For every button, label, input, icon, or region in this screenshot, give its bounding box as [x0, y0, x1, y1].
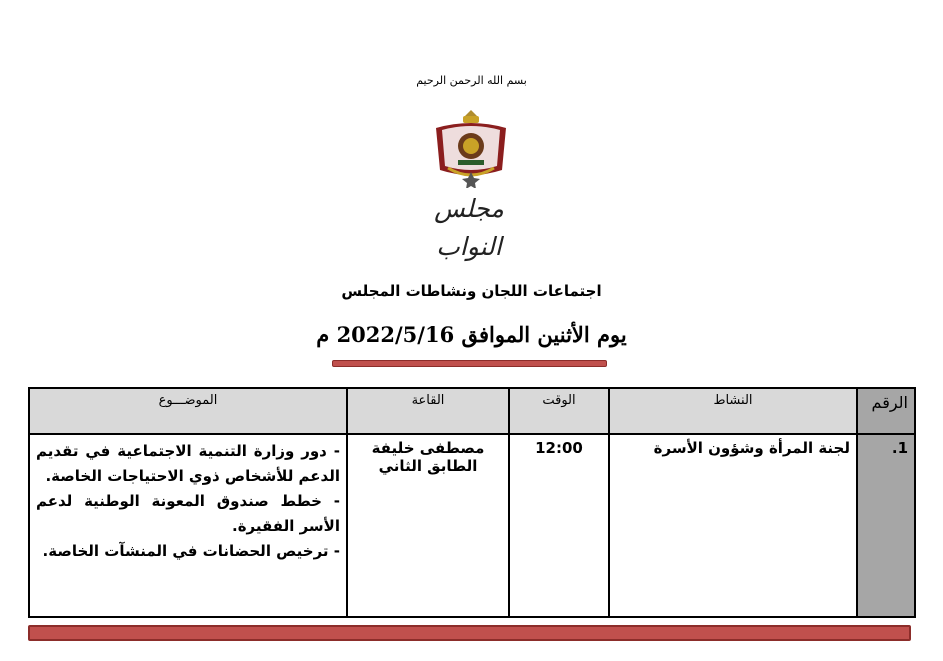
row-topic — [29, 434, 347, 617]
topic-item: - خطط صندوق المعونة الوطنية لدعم الأسر الفقيرة. — [36, 492, 340, 535]
royal-emblem-icon — [428, 108, 514, 188]
schedule-table — [28, 387, 916, 618]
header-activity: النشاط — [609, 388, 857, 434]
parliament-logo-text: مجلس النواب — [434, 194, 504, 261]
row-hall: مصطفى خليفة الطابق الثاني — [347, 434, 509, 617]
table-row — [29, 434, 915, 617]
row-activity: لجنة المرأة وشؤون الأسرة — [609, 434, 857, 617]
row-time: 12:00 — [509, 434, 609, 617]
row-number: 1. — [857, 434, 915, 617]
topic-item: - ترخيص الحضانات في المنشآت الخاصة. — [42, 542, 340, 560]
table-header-row — [29, 388, 915, 434]
header-number: الرقم — [857, 388, 915, 434]
page-subtitle: اجتماعات اللجان ونشاطات المجلس — [341, 282, 602, 300]
header-time: الوقت — [509, 388, 609, 434]
bottom-accent-bar — [28, 625, 911, 641]
header-hall: القاعة — [347, 388, 509, 434]
header-topic: الموضـــوع — [29, 388, 347, 434]
date-underline-bar — [332, 360, 607, 367]
topic-item: - دور وزارة التنمية الاجتماعية في تقديم الدعم للأشخاص ذوي الاحتياجات الخاصة. — [36, 442, 340, 485]
basmala: بسم الله الرحمن الرحيم — [416, 74, 527, 87]
date-heading: يوم الأثنين الموافق 2022/5/16 م — [316, 322, 627, 347]
